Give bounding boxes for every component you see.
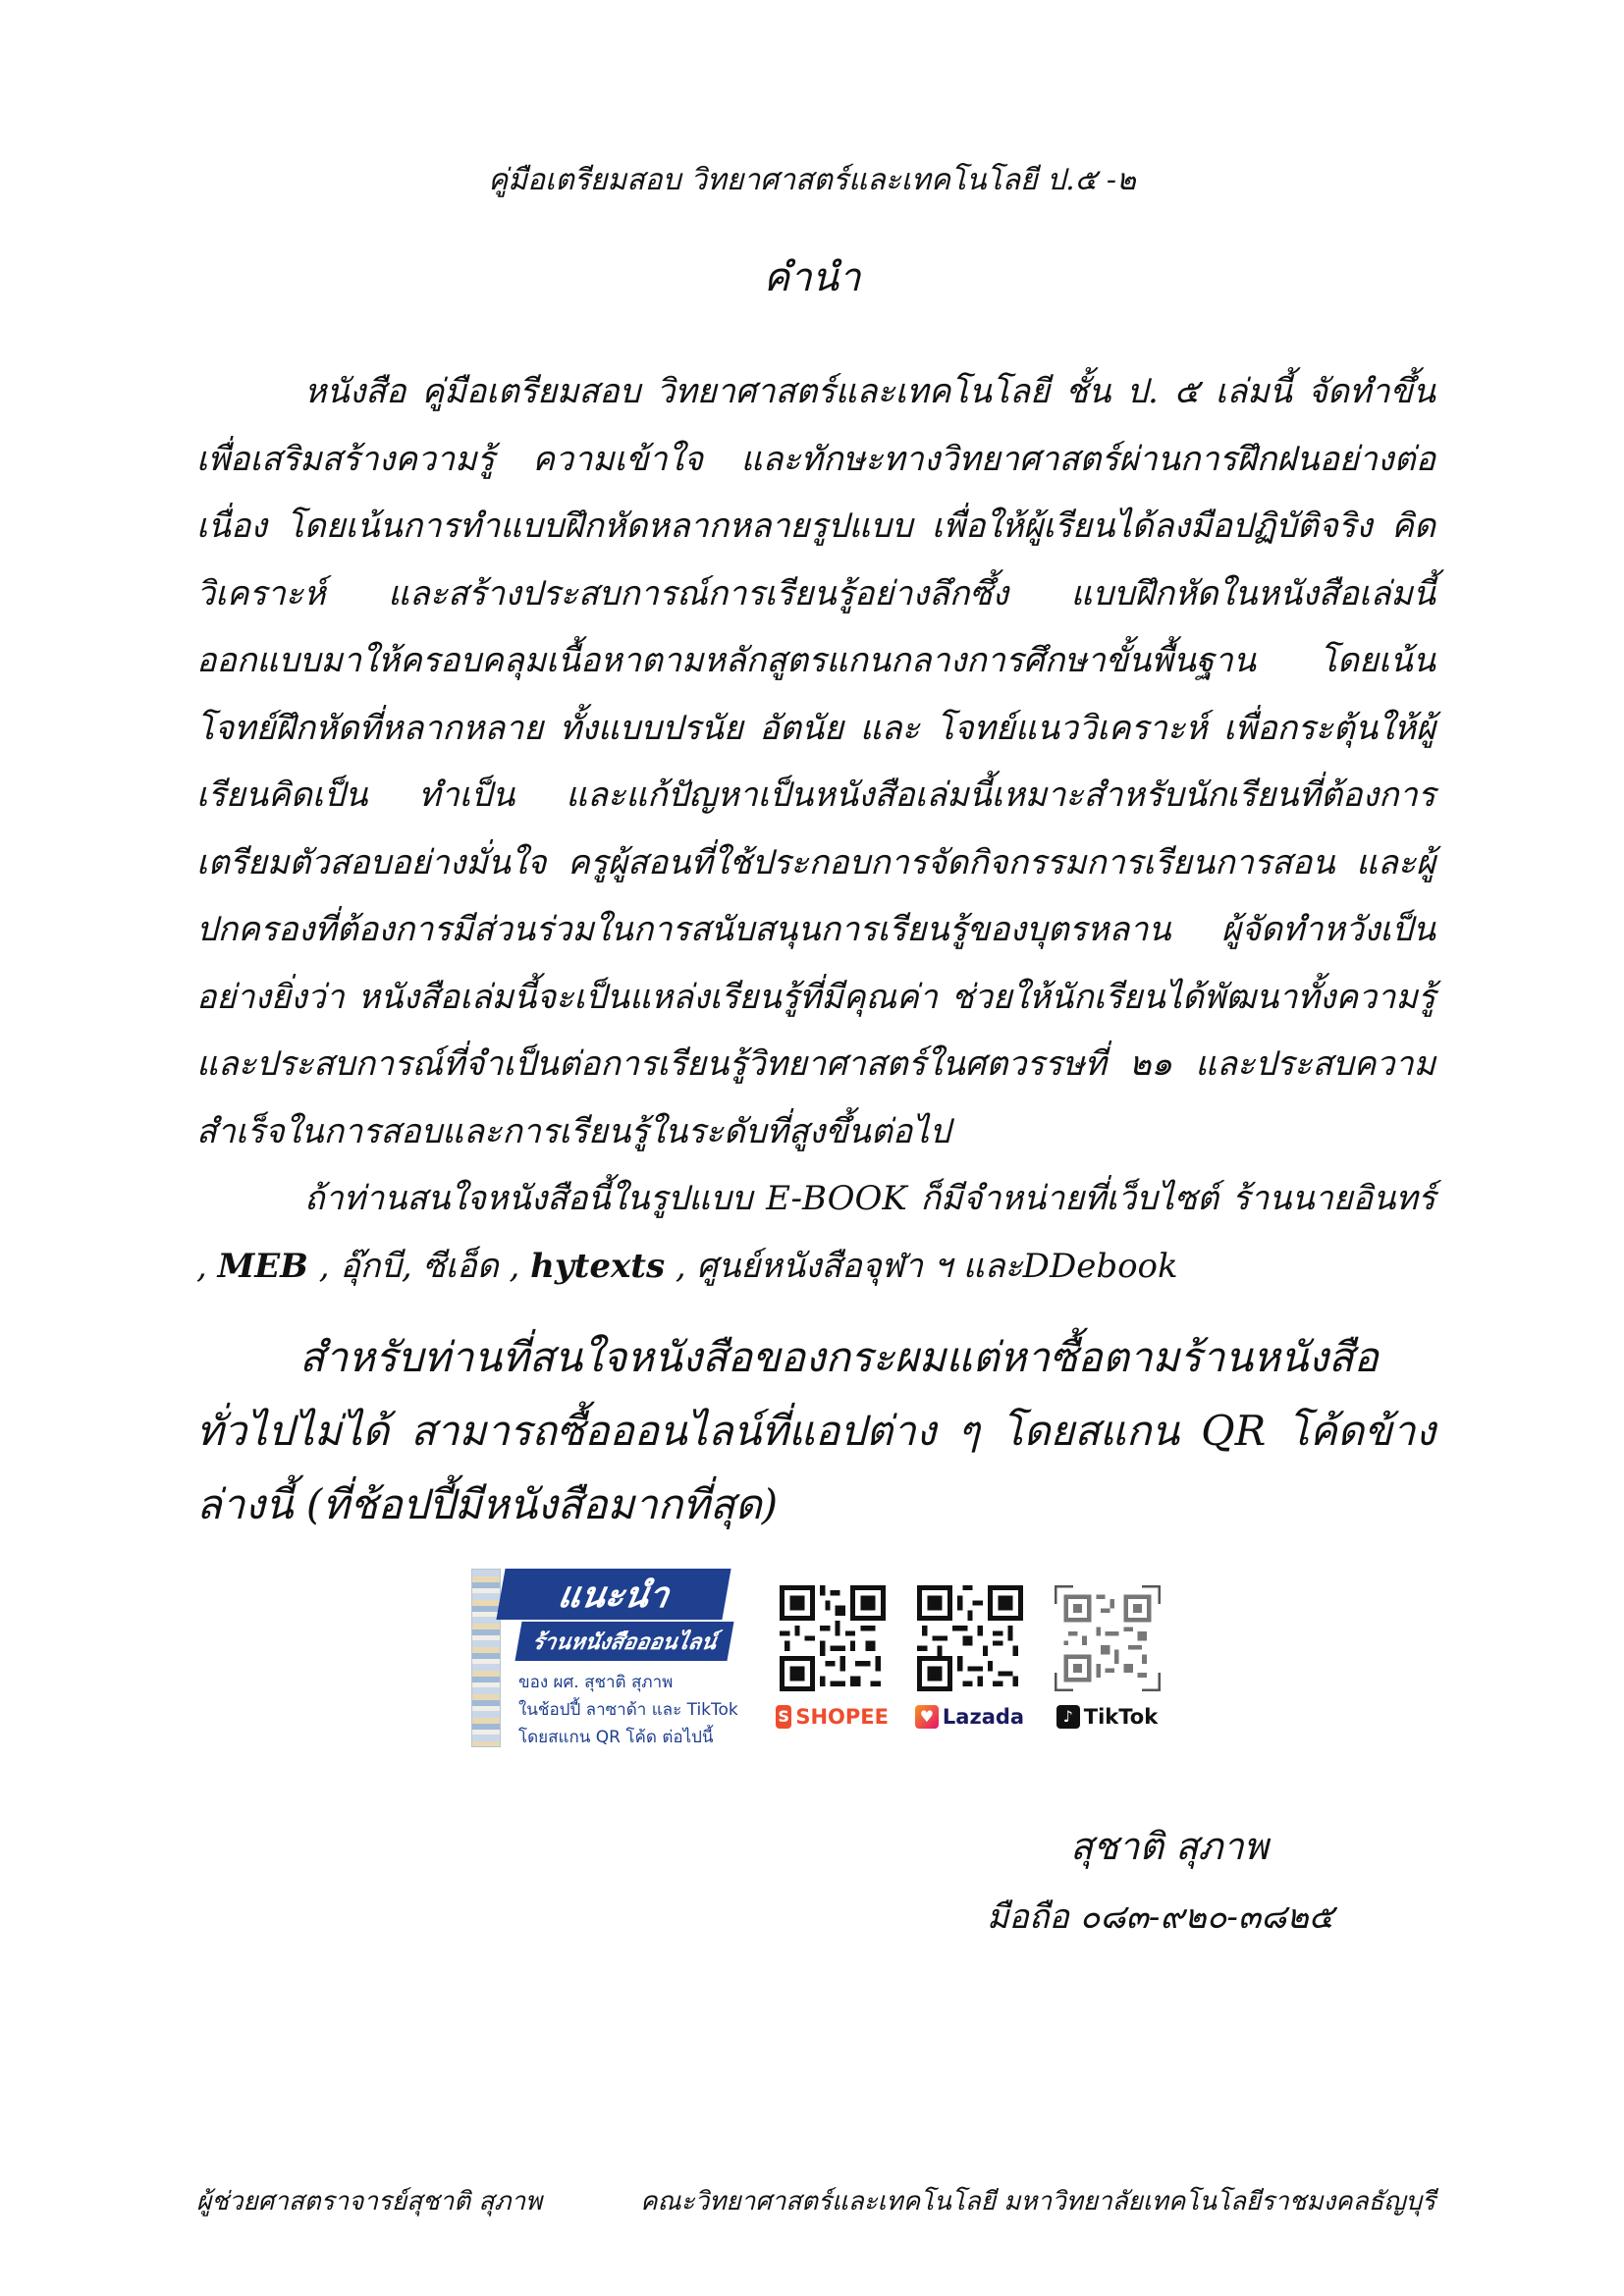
lazada-qr-block[interactable] xyxy=(913,1585,1026,1729)
lazada-heart-icon: ♥ xyxy=(915,1705,939,1729)
promo-text: สำหรับท่านที่สนใจหนังสือของกระผมแต่หาซื้อตามร้านหนังสือทั่วไปไม่ได้ สามารถซื้อออนไลน์ที่แอปต่าง ๆ โดยสแกน QR โค้ดข้างล่างนี้ (ที่ช้อปปี้มีหนังสือมากที่สุด) xyxy=(196,1333,1435,1528)
preface-paragraph-1: หนังสือ คู่มือเตรียมสอบ วิทยาศาสตร์และเทคโนโลยี ชั้น ป. ๕ เล่มนี้ จัดทำขึ้นเพื่อเสริมสร้างความรู้ ความเข้าใจ และทักษะทางวิทยาศาสตร์ผ่านการฝึกฝนอย่างต่อเนื่อง โดยเน้นการทำแบบฝึกหัดหลากหลายรูปแบบ เพื่อให้ผู้เรียนได้ลงมือปฏิบัติจริง คิดวิเคราะห์ และสร้างประสบการณ์การเรียนรู้อย่างลึกซึ้ง แบบฝึกหัดในหนังสือเล่มนี้ออกแบบมาให้ครอบคลุมเนื้อหาตามหลักสูตรแกนกลางการศึกษาขั้นพื้นฐาน โดยเน้นโจทย์ฝึกหัดที่หลากหลาย ทั้งแบบปรนัย อัตนัย และ โจทย์แนววิเคราะห์ เพื่อกระตุ้นให้ผู้เรียนคิดเป็น ทำเป็น และแก้ปัญหาเป็นหนังสือเล่มนี้เหมาะสำหรับนักเรียนที่ต้องการเตรียมตัวสอบอย่างมั่นใจ ครูผู้สอนที่ใช้ประกอบการจัดกิจกรรมการเรียนการสอน และผู้ปกครองที่ต้องการมีส่วนร่วมในการสนับสนุนการเรียนรู้ของบุตรหลาน ผู้จัดทำหวังเป็นอย่างยิ่งว่า หนังสือเล่มนี้จะเป็นแหล่งเรียนรู้ที่มีคุณค่า ช่วยให้นักเรียนได้พัฒนาทั้งความรู้และประสบการณ์ที่จำเป็นต่อการเรียนรู้วิทยาศาสตร์ในศตวรรษที่ ๒๑ และประสบความสำเร็จในการสอบและการเรียนรู้ในระดับที่สูงขึ้นต่อไป xyxy=(196,372,1435,1151)
page-title: คำนำ xyxy=(763,255,861,300)
lazada-qr-code[interactable] xyxy=(917,1585,1023,1691)
online-store-banner xyxy=(471,1561,766,1762)
banner-info xyxy=(518,1669,764,1751)
tiktok-label[interactable] xyxy=(1051,1705,1164,1729)
shopee-qr-code[interactable] xyxy=(780,1585,886,1691)
online-purchase-promo xyxy=(196,1320,1435,1541)
preface-paragraph-2 xyxy=(196,1165,1435,1300)
banner-subheading-box xyxy=(514,1622,733,1661)
tiktok-label-text: TikTok xyxy=(1083,1705,1159,1729)
tiktok-qr-code[interactable] xyxy=(1055,1585,1161,1691)
shopee-label-text: SHOPEE xyxy=(795,1705,889,1729)
banner-line-1: ของ ผศ. สุชาติ สุภาพ xyxy=(518,1673,674,1692)
tiktok-qr-block[interactable] xyxy=(1051,1585,1164,1729)
shopee-qr-block[interactable] xyxy=(776,1585,889,1729)
preface-body xyxy=(196,358,1435,1300)
shopee-bag-icon: S xyxy=(776,1705,791,1729)
page-footer xyxy=(196,2181,1435,2221)
author-phone: มือถือ ๐๘๓-๙๒๐-๓๘๒๕ xyxy=(987,1897,1334,1937)
author-signature: สุชาติ สุภาพ xyxy=(1070,1825,1269,1868)
running-header: คู่มือเตรียมสอบ วิทยาศาสตร์และเทคโนโลยี ป.๕ -๒ xyxy=(488,163,1136,197)
shopee-label[interactable] xyxy=(776,1705,889,1729)
banner-subheading: ร้านหนังสือออนไลน์ xyxy=(530,1629,719,1655)
qr-code-section xyxy=(471,1561,1178,1762)
banner-line-2: ในช้อปปี้ ลาซาด้า และ TikTok xyxy=(518,1700,738,1720)
banner-line-3: โดยสแกน QR โค้ด ต่อไปนี้ xyxy=(518,1728,714,1747)
tiktok-note-icon: ♪ xyxy=(1056,1705,1080,1729)
ebook-text-part2: , อุ๊กบี, ซีเอ็ด , xyxy=(307,1246,531,1286)
ebook-text-part1: ถ้าท่านสนใจหนังสือนี้ในรูปแบบ E-BOOK ก็มีจำหน่ายที่เว็บไซต์ ร้านนายอินทร์ , xyxy=(196,1179,1435,1286)
banner-heading: แนะนำ xyxy=(555,1575,673,1616)
banner-heading-box xyxy=(496,1569,731,1620)
book-stack-image xyxy=(471,1569,501,1747)
ebook-text-part3: , ศูนย์หนังสือจุฬา ฯ และDDebook xyxy=(665,1246,1178,1286)
footer-author: ผู้ช่วยศาสตราจารย์สุชาติ สุภาพ xyxy=(196,2187,543,2216)
lazada-label-text: Lazada xyxy=(942,1705,1025,1729)
footer-affiliation: คณะวิทยาศาสตร์และเทคโนโลยี มหาวิทยาลัยเทคโนโลยีราชมงคลธัญบุรี xyxy=(640,2187,1435,2216)
lazada-label[interactable] xyxy=(913,1705,1026,1729)
meb-store-name: MEB xyxy=(217,1246,308,1286)
hytexts-store-name: hytexts xyxy=(530,1246,666,1286)
